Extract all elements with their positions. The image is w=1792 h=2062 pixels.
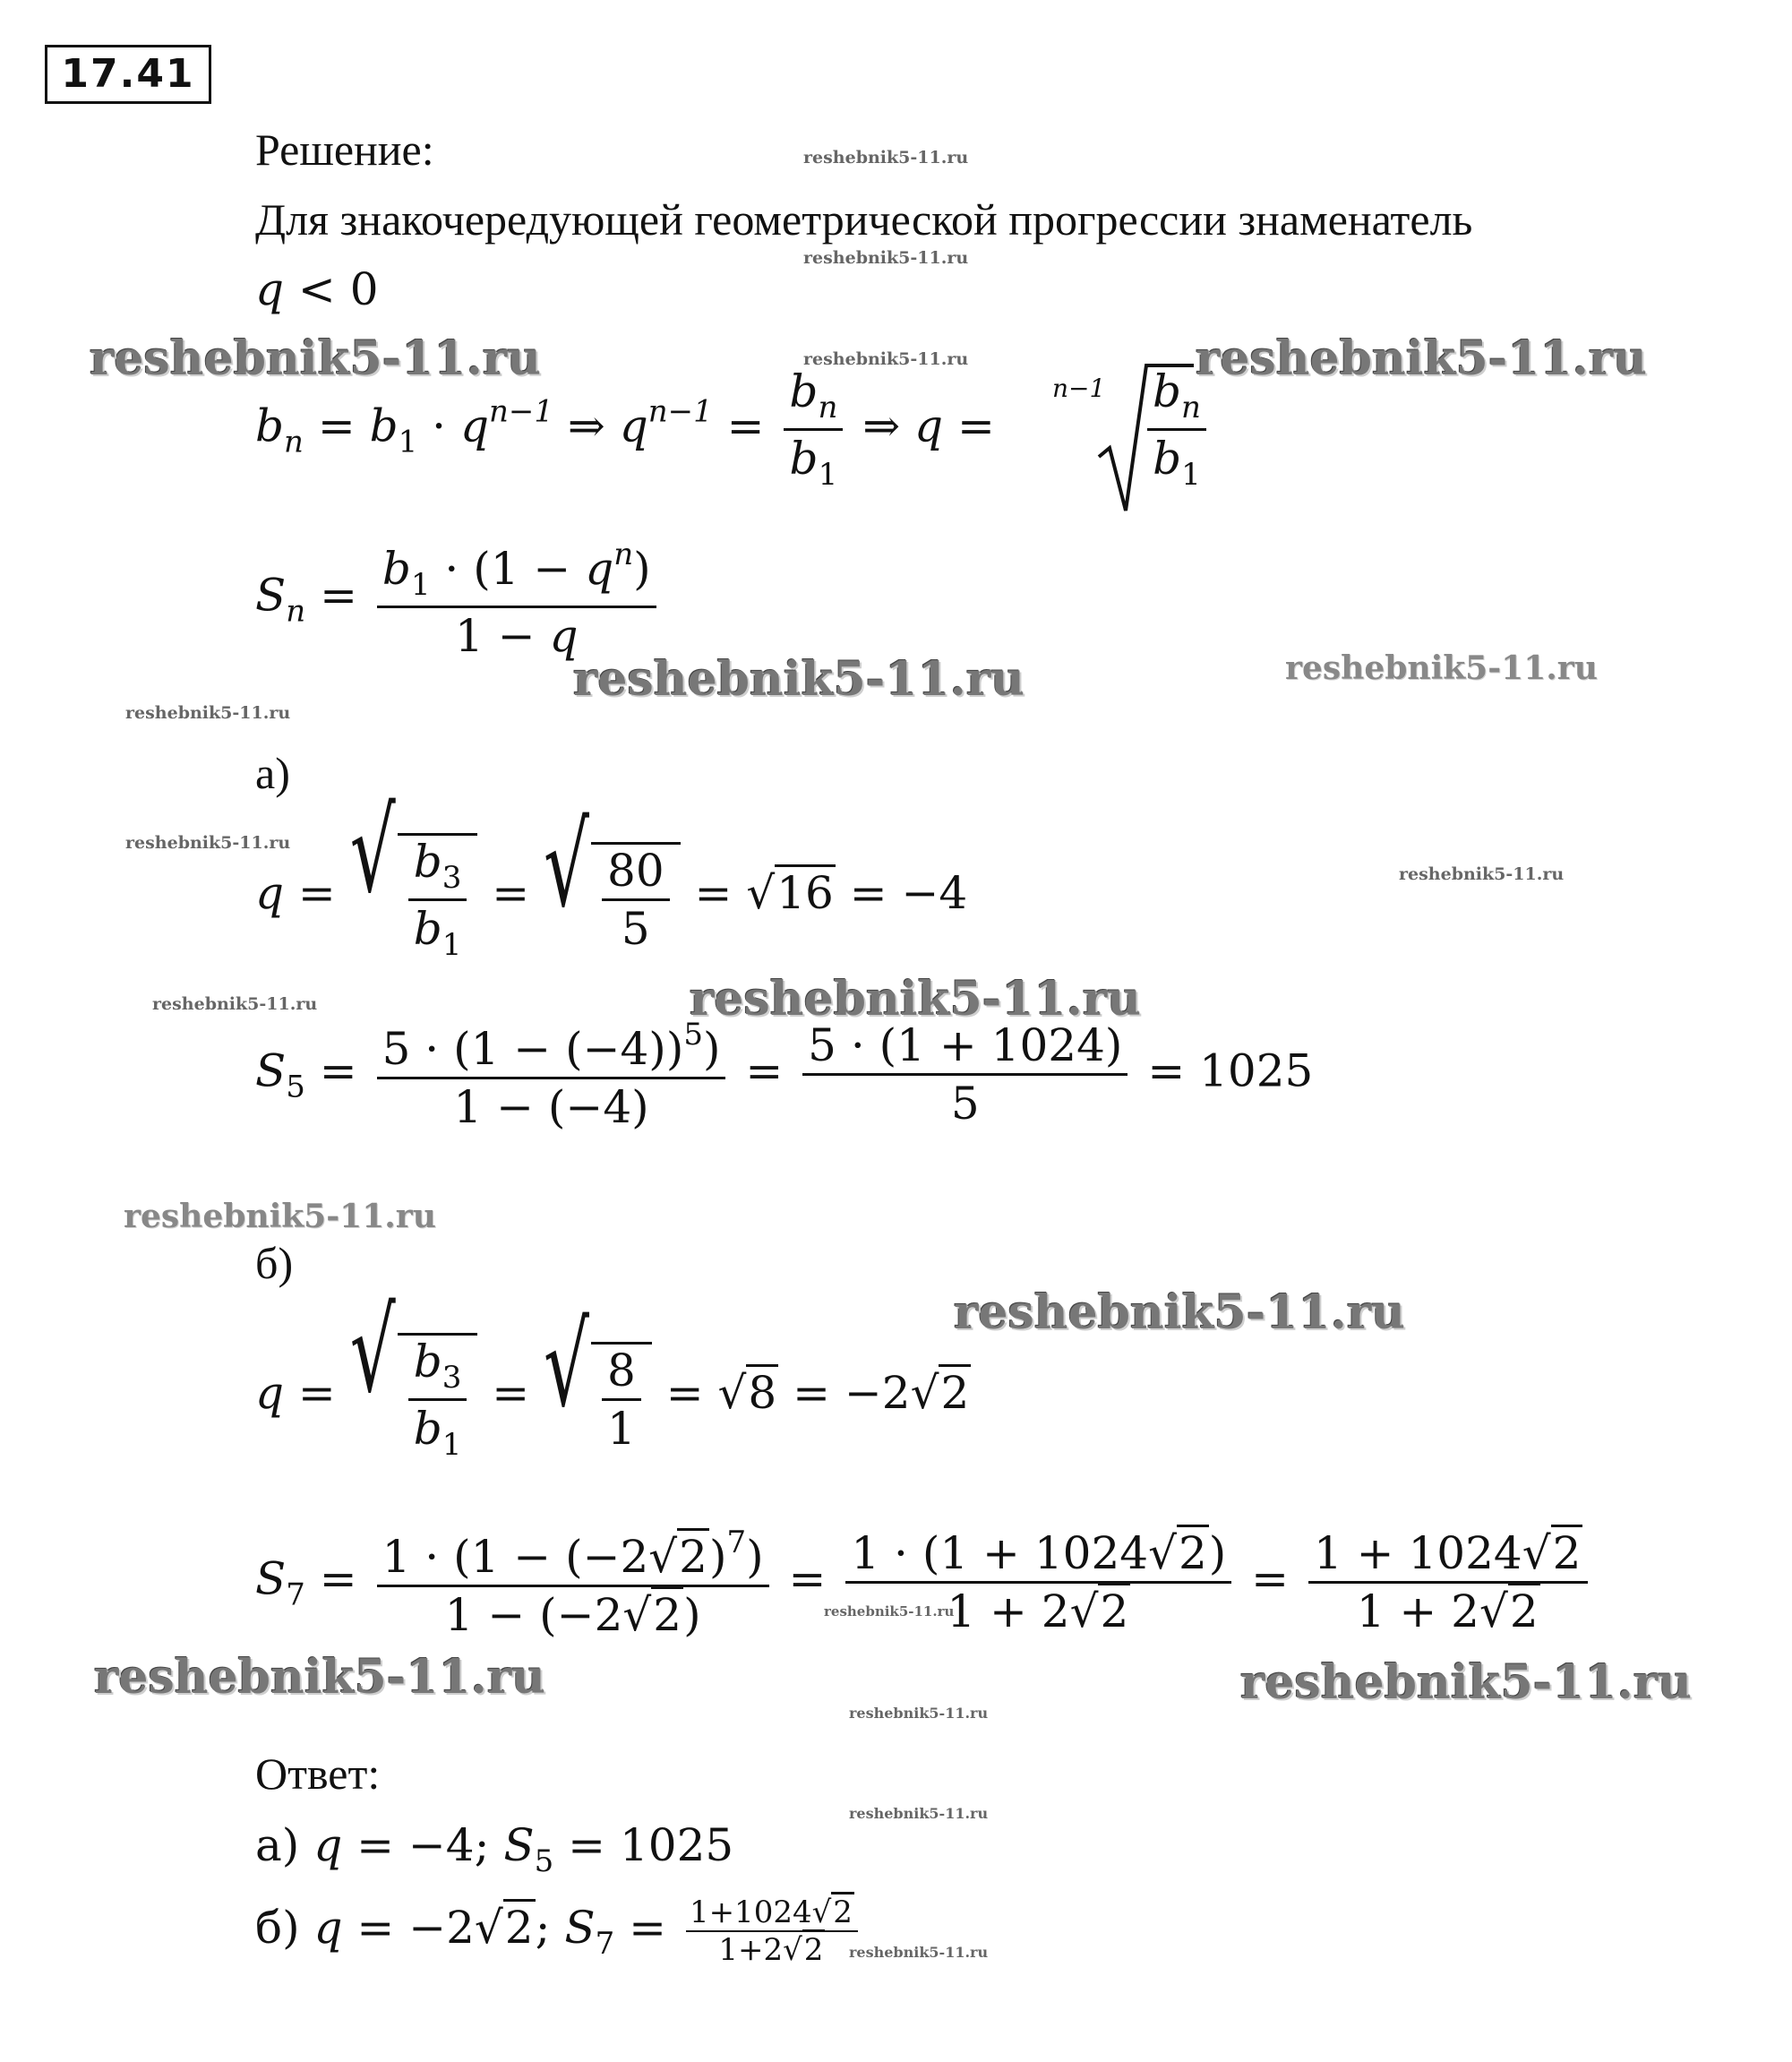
watermark-small: reshebnik5-11.ru	[152, 994, 318, 1014]
intro-text: Для знакочередующей геометрической прогрессии знаменатель	[255, 194, 1473, 245]
watermark: reshebnik5-11.ru	[954, 1285, 1406, 1340]
condition-line: q < 0	[255, 263, 379, 315]
watermark-small: reshebnik5-11.ru	[803, 148, 969, 168]
watermark-small: reshebnik5-11.ru	[849, 1805, 989, 1822]
watermark-small: reshebnik5-11.ru	[125, 833, 291, 853]
formula-bn: $b_n = b_1 \cdot q^{n-1}$ ⇒ $q^{n-1}$ = $\frac{b_n}{b_1}$ ⇒ q =	[255, 365, 995, 493]
problem-number-box: 17.41	[45, 45, 211, 104]
part-b-s-line: $S_7$ = $\frac{1 \cdot (1 - (-2√2)^7)}{1 - (-2√2)}$ = $\frac{1 \cdot (1 + 1024√2)}{1 + 2√2}$ = $\frac{1 + 1024√2}{1 + 2√2}$	[255, 1527, 1593, 1637]
watermark: reshebnik5-11.ru	[1285, 649, 1598, 687]
watermark: reshebnik5-11.ru	[94, 1650, 546, 1705]
watermark-small: reshebnik5-11.ru	[849, 1944, 989, 1961]
solution-heading: Решение:	[255, 125, 434, 175]
watermark: reshebnik5-11.ru	[690, 972, 1142, 1027]
root-index: n−1	[1052, 374, 1106, 403]
answer-a: а) q = −4; $S_5 = 1025$	[255, 1819, 734, 1879]
root-fraction-bn-b1: $\frac{b_n}{b_1}$	[1142, 369, 1212, 490]
answer-heading: Ответ:	[255, 1748, 381, 1799]
watermark-small: reshebnik5-11.ru	[849, 1705, 989, 1722]
watermark: reshebnik5-11.ru	[124, 1198, 436, 1235]
watermark-small: reshebnik5-11.ru	[1399, 864, 1565, 884]
part-a-s-line: $S_5$ = $\frac{5 \cdot (1 - (-4))^5)}{1 - (-4)}$ = $\frac{5 \cdot (1 + 1024)}{5}$ = 1025	[255, 1017, 1314, 1133]
answer-b: б) q = −2√2; $S_7$ = $\frac{1+1024√2}{1+2√2}$	[255, 1897, 863, 1965]
watermark-small: reshebnik5-11.ru	[803, 349, 969, 369]
part-a-q-line: q = √ $\frac{b_3}{b_1}$ = √ $\frac{80}{5}$ = √16 = −4	[255, 785, 968, 963]
part-b-q-line: q = √ $\frac{b_3}{b_1}$ = √ $\frac{8}{1}$ = √8 = −2√2	[255, 1284, 970, 1463]
watermark-small: reshebnik5-11.ru	[803, 248, 969, 268]
formula-sn: $S_n$ = $\frac{b_1 \cdot (1 - q^n)}{1 - q}$	[255, 539, 662, 658]
watermark: reshebnik5-11.ru	[1196, 331, 1648, 386]
watermark: reshebnik5-11.ru	[90, 331, 542, 386]
part-b-label: б)	[255, 1238, 294, 1288]
watermark: reshebnik5-11.ru	[1240, 1655, 1693, 1710]
watermark: reshebnik5-11.ru	[573, 652, 1025, 707]
part-a-label: а)	[255, 748, 290, 798]
watermark-small: reshebnik5-11.ru	[824, 1603, 955, 1620]
watermark-small: reshebnik5-11.ru	[125, 703, 291, 723]
